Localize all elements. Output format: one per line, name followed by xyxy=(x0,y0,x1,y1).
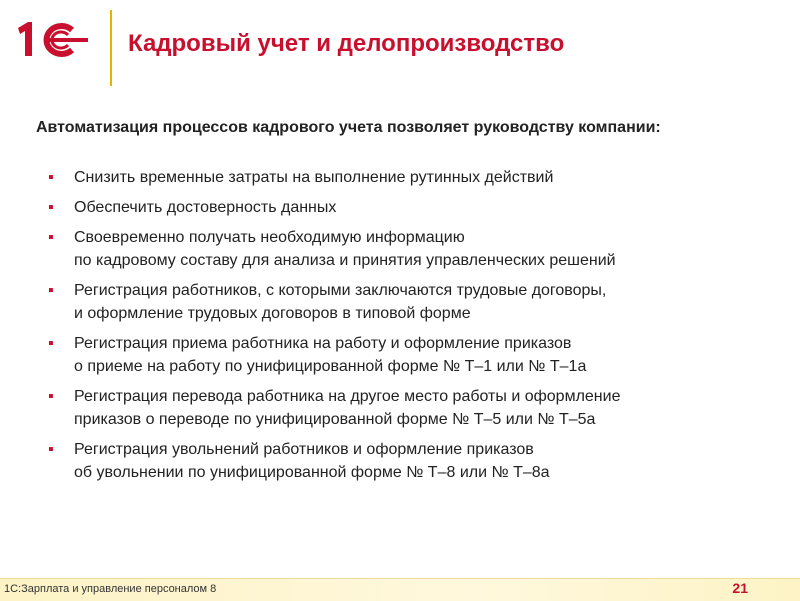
intro-text: Автоматизация процессов кадрового учета позволяет руководству компании: xyxy=(36,119,661,136)
bullet-list xyxy=(36,166,776,491)
bullet-text-line: Регистрация увольнений работников и оформление приказов xyxy=(74,441,534,458)
bullet-item xyxy=(36,166,776,189)
bullet-text-line: Обеспечить достоверность данных xyxy=(74,199,337,216)
bullet-text-line: Снизить временные затраты на выполнение рутинных действий xyxy=(74,169,554,186)
bullet-item xyxy=(36,226,776,272)
bullet-item xyxy=(36,385,776,431)
bullet-item xyxy=(36,196,776,219)
bullet-text-line: Своевременно получать необходимую информацию xyxy=(74,229,465,246)
bullet-item xyxy=(36,279,776,325)
1c-logo xyxy=(14,18,94,62)
bullet-marker-icon: ▪ xyxy=(48,335,54,352)
bullet-marker-icon: ▪ xyxy=(48,229,54,246)
footer-product-name: 1С:Зарплата и управление персоналом 8 xyxy=(4,583,217,595)
page-number: 21 xyxy=(732,580,748,596)
bullet-marker-icon: ▪ xyxy=(48,388,54,405)
bullet-text-line: о приеме на работу по унифицированной форме № Т–1 или № Т–1а xyxy=(74,358,587,375)
bullet-text-line: по кадровому составу для анализа и принятия управленческих решений xyxy=(74,252,616,269)
bullet-marker-icon: ▪ xyxy=(48,169,54,186)
bullet-marker-icon: ▪ xyxy=(48,282,54,299)
bullet-item xyxy=(36,332,776,378)
bullet-text-line: об увольнении по унифицированной форме № Т–8 или № Т–8а xyxy=(74,464,550,481)
bullet-text-line: Регистрация работников, с которыми заключаются трудовые договоры, xyxy=(74,282,607,299)
slide-title: Кадровый учет и делопроизводство xyxy=(128,30,565,57)
header-divider xyxy=(110,10,112,86)
bullet-marker-icon: ▪ xyxy=(48,441,54,458)
bullet-item xyxy=(36,438,776,484)
footer-bar xyxy=(0,578,800,601)
bullet-text-line: Регистрация приема работника на работу и оформление приказов xyxy=(74,335,572,352)
bullet-text-line: и оформление трудовых договоров в типовой форме xyxy=(74,305,471,322)
bullet-text-line: Регистрация перевода работника на другое место работы и оформление xyxy=(74,388,621,405)
bullet-text-line: приказов о переводе по унифицированной форме № Т–5 или № Т–5а xyxy=(74,411,596,428)
bullet-marker-icon: ▪ xyxy=(48,199,54,216)
